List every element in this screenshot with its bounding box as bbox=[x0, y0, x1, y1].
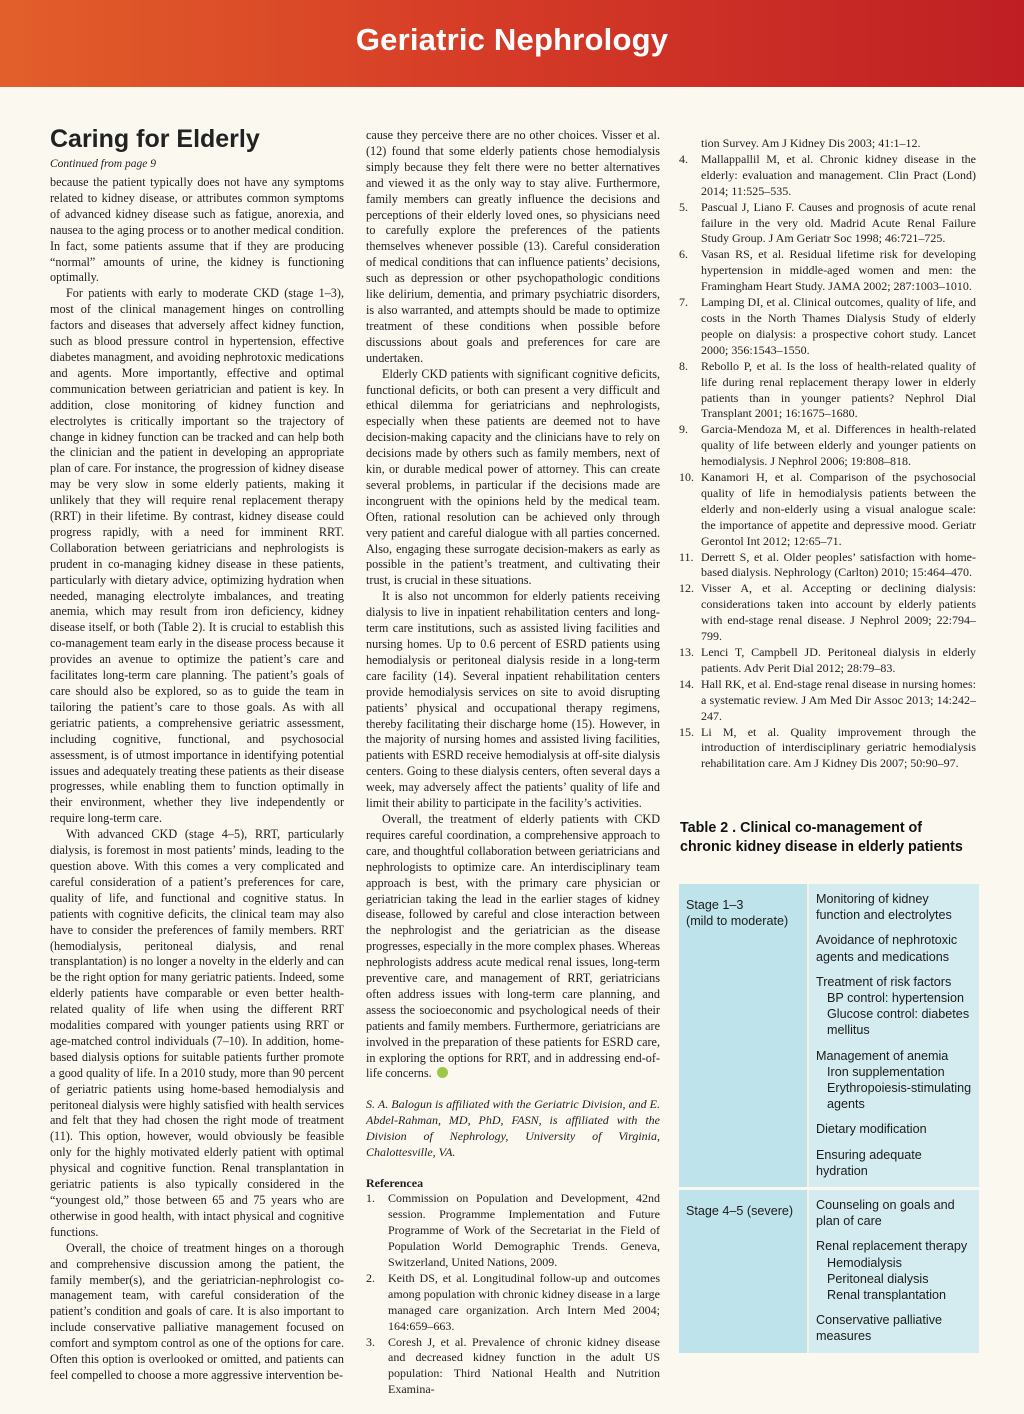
body-paragraph: cause they perceive there are no other choices. Visser et al. (12) found that some elderly patients chose hemodialysis simply because they felt there were no better alternatives and viewed it as the only way to stay alive. Furthermore, family members can greatly influence the decisions and perceptions of their elderly loved ones, so physicians need to carefully explore the preferences of the patients themselves whenever possible (13). Careful consideration of medical conditions that can influence patients’ decisions, such as depression or other psychopathologic conditions like delirium, dementia, and primary psychiatric disorders, is also warranted, and attempts should be made to optimize treatment of these conditions when possible before discussions about goals and preferences for care are undertaken. bbox=[366, 128, 660, 365]
reference-item bbox=[679, 359, 976, 423]
reference-number: 3. bbox=[366, 1334, 375, 1349]
reference-item bbox=[679, 581, 976, 645]
author-byline: S. A. Balogun is affiliated with the Geriatric Division, and E. Abdel-Rahman, MD, PhD, FASN, is affiliated with the Division of Nephrology, University of Virginia, Chalottesville, VA. bbox=[366, 1097, 660, 1160]
table-item: Monitoring of kidney function and electrolytes bbox=[816, 892, 952, 923]
reference-item bbox=[679, 725, 976, 773]
reference-number: 4. bbox=[679, 151, 688, 166]
table-subitem: Renal transplantation bbox=[827, 1288, 947, 1303]
table-item: Counseling on goals and plan of care bbox=[816, 1198, 955, 1229]
table-item-group bbox=[816, 1147, 973, 1179]
table-item-group bbox=[816, 891, 973, 923]
body-paragraph: With advanced CKD (stage 4–5), RRT, particularly dialysis, is foremost in most patients’ minds, leading to the question above. With this comes a very complicated and careful consideration of a patient’s preferences for care, quality of life, and functional and cognitive status. In patients with cognitive deficits, the clinical team may also have to consider the preferences of family members. RRT (hemodialysis, peritoneal dialysis, and renal transplantation) is no longer a novelty in the elderly and can be the right option for many geriatric patients. Indeed, some elderly patients have comparable or even better health-related quality of life when using the different RRT modalities compared with younger patients using RRT or age-matched control individuals (7–10). In addition, home-based dialysis options for suitable patients further promote a good quality of life. In a 2010 study, more than 90 percent of geriatric patients using home-based hemodialysis and peritoneal dialysis were highly satisfied with health services and felt that they had chosen the right mode of treatment (11). This option, however, would obviously be feasible only for the highly motivated elderly patient with optimal physical and cognitive function. Renal transplantation in geriatric patients is also typically considered in the “youngest old,” those between 65 and 75 years who are otherwise in good health, with intact physical and cognitive functions. bbox=[50, 827, 344, 1239]
reference-item bbox=[679, 295, 976, 359]
co-management-table bbox=[679, 884, 979, 1353]
reference-number: 9. bbox=[679, 422, 688, 437]
table-subitem: Glucose control: diabetes mellitus bbox=[827, 1007, 970, 1038]
reference-text: Lenci T, Campbell JD. Peritoneal dialysis in elderly patients. Adv Perit Dial 2012; 28:79–83. bbox=[701, 645, 976, 675]
reference-text: Garcia-Mendoza M, et al. Differences in health-related quality of life between elderly and younger patients on hemodialysis. J Nephrol 2006; 19:808–818. bbox=[701, 422, 976, 469]
table-item-group bbox=[816, 1312, 973, 1344]
body-paragraph bbox=[366, 812, 660, 1082]
table-item-group bbox=[816, 1238, 973, 1303]
article-column-3 bbox=[679, 136, 976, 772]
article-column-2 bbox=[366, 128, 660, 1398]
reference-item bbox=[679, 200, 976, 248]
table-stage-cell bbox=[679, 884, 807, 1187]
table-item-group bbox=[816, 1048, 973, 1113]
reference-item bbox=[366, 1191, 660, 1271]
table-item-group bbox=[816, 974, 973, 1039]
reference-item bbox=[679, 422, 976, 470]
table-items-cell bbox=[807, 1190, 979, 1353]
references-list-1 bbox=[366, 1191, 660, 1398]
header-banner bbox=[0, 0, 1024, 87]
reference-text: Lamping DI, et al. Clinical outcomes, quality of life, and costs in the North Thames Dialysis Study of elderly people on dialysis: a prospective cohort study. Lancet 2000; 356:1543–1550. bbox=[701, 295, 976, 357]
reference-item bbox=[366, 1271, 660, 1335]
reference-text: tion Survey. Am J Kidney Dis 2003; 41:1–12. bbox=[701, 136, 921, 150]
reference-text: Rebollo P, et al. Is the loss of health-related quality of life during renal replacement therapy lower in elderly patients than in younger patients? Nephrol Dial Transplant 2001; 16:1675–1680. bbox=[701, 358, 976, 421]
table-item: Dietary modification bbox=[816, 1122, 927, 1137]
table-item: Treatment of risk factors bbox=[816, 974, 952, 989]
reference-item bbox=[679, 247, 976, 295]
table-item: Conservative palliative measures bbox=[816, 1313, 942, 1344]
body-paragraph: It is also not uncommon for elderly patients receiving dialysis to live in inpatient rehabilitation centers and long-term care institutions, such as assisted living facilities and nursing homes. Up to 0.6 percent of ESRD patients using hemodialysis or peritoneal dialysis reside in a long-term care facility (14). Several inpatient rehabilitation centers provide hemodialysis services on site to avoid disrupting patients’ physical and occupational therapy regimens, thereby facilitating their discharge home (15). However, in the majority of nursing homes and assisted living facilities, patients with ESRD receive hemodialysis at off-site dialysis centers. Going to these dialysis centers, often several days a week, may adversely affect the patients’ quality of life and limit their ability to participate in the facility’s activities. bbox=[366, 589, 660, 811]
reference-item bbox=[679, 645, 976, 677]
reference-text: Kanamori H, et al. Comparison of the psychosocial quality of life in hemodialysis patients between the elderly and non-elderly using a visual analogue scale: the importance of appetite and depressive mood. Geriatr Gerontol Int 2012; 12:65–71. bbox=[701, 470, 976, 548]
table-title: Table 2 . Clinical co-management of chronic kidney disease in elderly patients bbox=[680, 820, 963, 855]
reference-number: 7. bbox=[679, 295, 688, 310]
table-stage-cell bbox=[679, 1190, 807, 1353]
references-list-2 bbox=[679, 152, 976, 772]
body-paragraph: Elderly CKD patients with significant cognitive deficits, functional deficits, or both can present a very difficult and ethical dilemma for geriatricians and nephrologists, especially when these patients are deemed not to have decision-making capacity and the clinicians have to rely on decisions made by others such as family members, next of kin, or durable medical power of attorney. This can create several problems, in particular if the decisions made are incongruent with the opinions held by the medical team. Often, rational resolution can be achieved only through very patient and careful dialogue with all parties concerned. Also, engaging these surrogate decision-makers as early as possible in the patient’s treatment, and cultivating their trust, is crucial in these situations. bbox=[366, 366, 660, 588]
body-paragraph: For patients with early to moderate CKD (stage 1–3), most of the clinical management hinges on controlling factors and diseases that adversely affect kidney function, such as blood pressure control in hypertension, effective diabetes managment, and avoiding nephrotoxic medications and agents. More importantly, effective and optimal communication between geriatrician and patient is key. In addition, close monitoring of kidney function and electrolytes is critically important so the trajectory of change in kidney function can be tracked and can help both the clinician and the patient in developing an appropriate plan of care. For instance, the progression of kidney disease may be very slow in some elderly patients, making it unlikely that they will require renal replacement therapy (RRT) in their lifetime. By contrast, kidney disease could progress rapidly, with a need for imminent RRT. Collaboration between geriatricians and nephrologists is prudent in co-managing kidney disease in these patients, particularly with dietary advice, optimizing hydration when needed, managing electrolyte imbalances, and treating anemia, which may result from iron deficiency, kidney disease itself, or both (Table 2). It is crucial to establish this co-management team early in the disease process because it provides an avenue to optimize the patient’s care and facilitates long-term care planning. The patient’s goals of care should also be explored, so as to guide the team in tailoring the patient’s care to those goals. As with all geriatric patients, a comprehensive geriatric assessment, including cognitive, functional, and psychosocial assessment, is of utmost importance in identifying potential issues and adequately treating these patients as their disease progresses, while enabling them to function optimally in their environment, whether they live independently or require long-term care. bbox=[50, 286, 344, 826]
closing-paragraph-text: Overall, the treatment of elderly patients with CKD requires careful coordination, a comprehensive approach to care, and thoughtful collaboration between geriatricians and nephrologists to optimize care. An interdisciplinary team approach is best, with the primary care physician or geriatrician taking the lead in the earlier stages of kidney disease, followed by careful and close interaction between the nephrologist and the geriatrician as the disease progresses, especially in the more complex phases. Whereas nephrologists address acute medical renal issues, long-term preventive care, and management of RRT, geriatricians often address issues with long-term care planning, and assess the socioeconomic and psychological needs of their patients and family members. Furthermore, geriatricians are involved in the preparation of these patients for ESRD care, in exploring the options for RRT, and in addressing end-of-life concerns. bbox=[366, 811, 660, 1081]
reference-number: 2. bbox=[366, 1270, 375, 1285]
table-item-group bbox=[816, 932, 973, 964]
table-item-group bbox=[816, 1197, 973, 1229]
article-column-1 bbox=[50, 124, 344, 1384]
reference-text: Commission on Population and Development, 42nd session. Programme Implementation and Future Programme of Work of the Secretariat in the Field of Population World Demographic Trends. Geneva, Switzerland, United Nations, 2009. bbox=[388, 1191, 660, 1269]
table-row bbox=[679, 884, 979, 1187]
table-subitem: Peritoneal dialysis bbox=[827, 1271, 929, 1286]
table-subitem: BP control: hypertension bbox=[827, 991, 964, 1006]
continued-note: Continued from page 9 bbox=[50, 158, 156, 170]
table-item: Management of anemia bbox=[816, 1048, 949, 1063]
table-item-group bbox=[816, 1121, 973, 1137]
reference-text: Visser A, et al. Accepting or declining dialysis: considerations taken into account by elderly patients with end-stage renal disease. J Nephrol 2009; 22:794–799. bbox=[701, 581, 976, 644]
reference-number: 15. bbox=[679, 724, 694, 739]
reference-number: 5. bbox=[679, 199, 688, 214]
reference-text: Coresh J, et al. Prevalence of chronic kidney disease and decreased kidney function in the adult US population: Third National Health and Nutrition Examina- bbox=[388, 1334, 660, 1397]
body-paragraph: because the patient typically does not have any symptoms related to kidney disease, or attributes common symptoms of advanced kidney disease such as fatigue, anorexia, and nausea to the aging process or to another medical condition. In fact, some patients assume that if they are producing “normal” amounts of urine, the kidney is functioning optimally. bbox=[50, 175, 344, 285]
reference-text: Pascual J, Liano F. Causes and prognosis of acute renal failure in the very old. Madrid Acute Renal Failure Study Group. J Am Geriatr Soc 1998; 46:721–725. bbox=[701, 199, 976, 246]
reference-text: Keith DS, et al. Longitudinal follow-up and outcomes among population with chronic kidney disease in a large managed care organization. Arch Intern Med 2004; 164:659–663. bbox=[388, 1270, 660, 1333]
table-items-cell bbox=[807, 884, 979, 1187]
body-paragraph: Overall, the choice of treatment hinges on a thorough and comprehensive discussion among the patient, the family member(s), and the geriatrician-nephrologist co-management team, with careful consideration of the patient’s condition and goals of care. It is also important to include conservative palliative management focused on comfort and symptom control as one of the options for care. Often this option is overlooked or omitted, and patients can feel compelled to choose a more aggressive intervention be- bbox=[50, 1240, 344, 1382]
stage-severity: (mild to moderate) bbox=[686, 914, 789, 929]
references-heading: Referencea bbox=[366, 1176, 424, 1191]
reference-item bbox=[679, 550, 976, 582]
reference-item bbox=[679, 470, 976, 550]
reference-text: Derrett S, et al. Older peoples’ satisfaction with home-based dialysis. Nephrology (Carlton) 2010; 15:464–470. bbox=[701, 549, 976, 580]
table-subitem: Erythropoiesis-stimulating agents bbox=[827, 1081, 972, 1112]
reference-text: Vasan RS, et al. Residual lifetime risk for developing hypertension in middle-aged women and men: the Framingham Heart Study. JAMA 2002; 287:1003–1010. bbox=[701, 247, 976, 294]
table-row bbox=[679, 1190, 979, 1353]
end-of-article-mark bbox=[437, 1067, 448, 1078]
reference-number: 10. bbox=[679, 470, 694, 485]
table-item: Renal replacement therapy bbox=[816, 1239, 968, 1254]
reference-item bbox=[366, 1335, 660, 1399]
section-title: Geriatric Nephrology bbox=[355, 22, 669, 57]
reference-number: 14. bbox=[679, 676, 694, 691]
reference-number: 11. bbox=[679, 549, 694, 564]
reference-number: 8. bbox=[679, 358, 688, 373]
stage-label: Stage 4–5 (severe) bbox=[686, 1204, 794, 1219]
table-subitem: Hemodialysis bbox=[827, 1255, 902, 1270]
reference-item bbox=[679, 152, 976, 200]
table-item: Ensuring adequate hydration bbox=[816, 1147, 922, 1178]
reference-text: Hall RK, et al. End-stage renal disease in nursing homes: a systematic review. J Am Med Dir Assoc 2013; 14:242–247. bbox=[701, 676, 976, 723]
table-item: Avoidance of nephrotoxic agents and medications bbox=[816, 933, 958, 964]
reference-number: 12. bbox=[679, 581, 694, 596]
article-title: Caring for Elderly bbox=[50, 125, 260, 153]
reference-number: 13. bbox=[679, 645, 694, 659]
table-subitem: Iron supplementation bbox=[827, 1064, 945, 1079]
reference-number: 1. bbox=[366, 1191, 375, 1206]
reference-item bbox=[679, 677, 976, 725]
reference-text: Li M, et al. Quality improvement through the introduction of interdisciplinary geriatric hemodialysis rehabilitation care. Am J Kidney Dis 2007; 50:90–97. bbox=[701, 724, 976, 771]
stage-label: Stage 1–3 bbox=[686, 898, 744, 912]
reference-number: 6. bbox=[679, 247, 688, 262]
reference-text: Mallappallil M, et al. Chronic kidney disease in the elderly: evaluation and management. Clin Pract (Lond) 2014; 11:525–535. bbox=[701, 151, 976, 198]
reference-continued bbox=[679, 136, 976, 152]
